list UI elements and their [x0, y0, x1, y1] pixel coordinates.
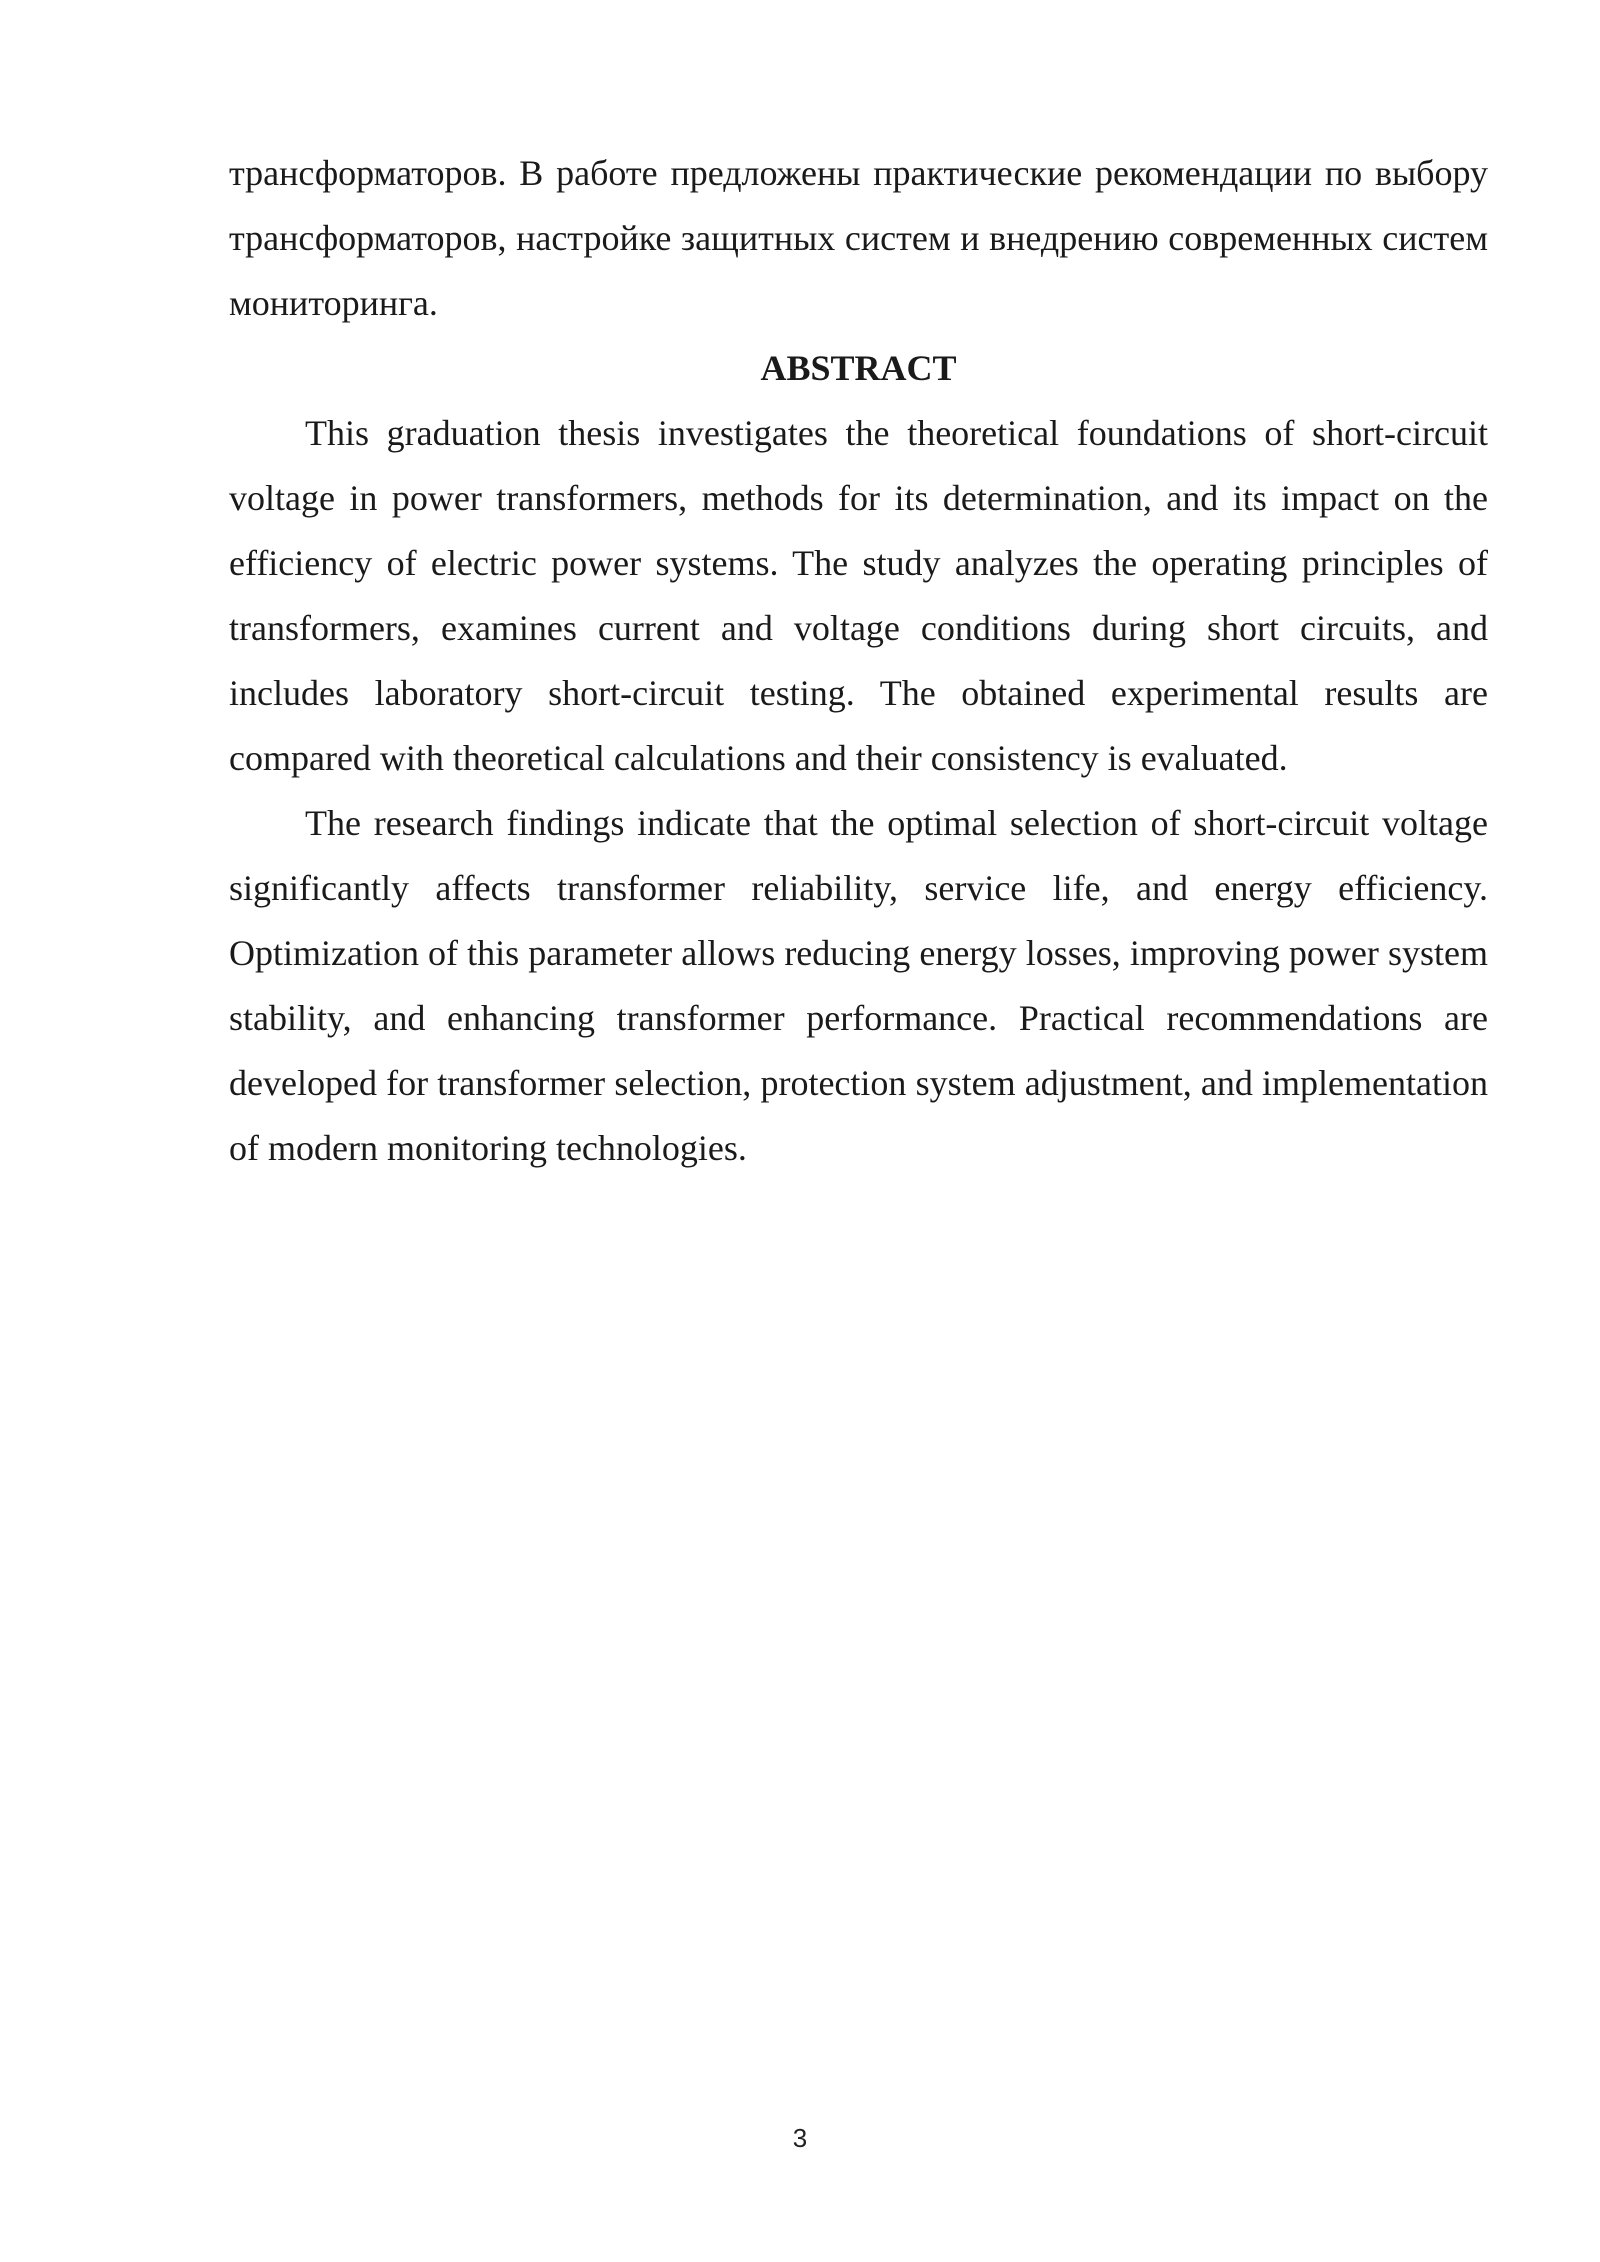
page-number: 3	[792, 2123, 808, 2153]
abstract-paragraph-1: This graduation thesis investigates the theoretical foundations of short-circuit voltage in power transformers, methods for its determination, and its impact on the efficiency of electric power systems. The study analyzes the operating principles of transformers, examines current and voltage conditions during short circuits, and includes laboratory short-circuit testing. The obtained experimental results are compared with theoretical calculations and their consistency is evaluated.	[229, 413, 1488, 778]
abstract-heading: ABSTRACT	[760, 348, 957, 388]
page-content	[229, 141, 1488, 1181]
abstract-paragraph-2: The research findings indicate that the optimal selection of short-circuit voltage significantly affects transformer reliability, service life, and energy efficiency. Optimization of this parameter allows reducing energy losses, improving power system stability, and enhancing transformer performance. Practical recommendations are developed for transformer selection, protection system adjustment, and implementation of modern monitoring technologies.	[229, 803, 1488, 1168]
continuation-paragraph: трансформаторов. В работе предложены практические рекомендации по выбору трансформаторов, настройке защитных систем и внедрению современных систем мониторинга.	[229, 153, 1488, 323]
